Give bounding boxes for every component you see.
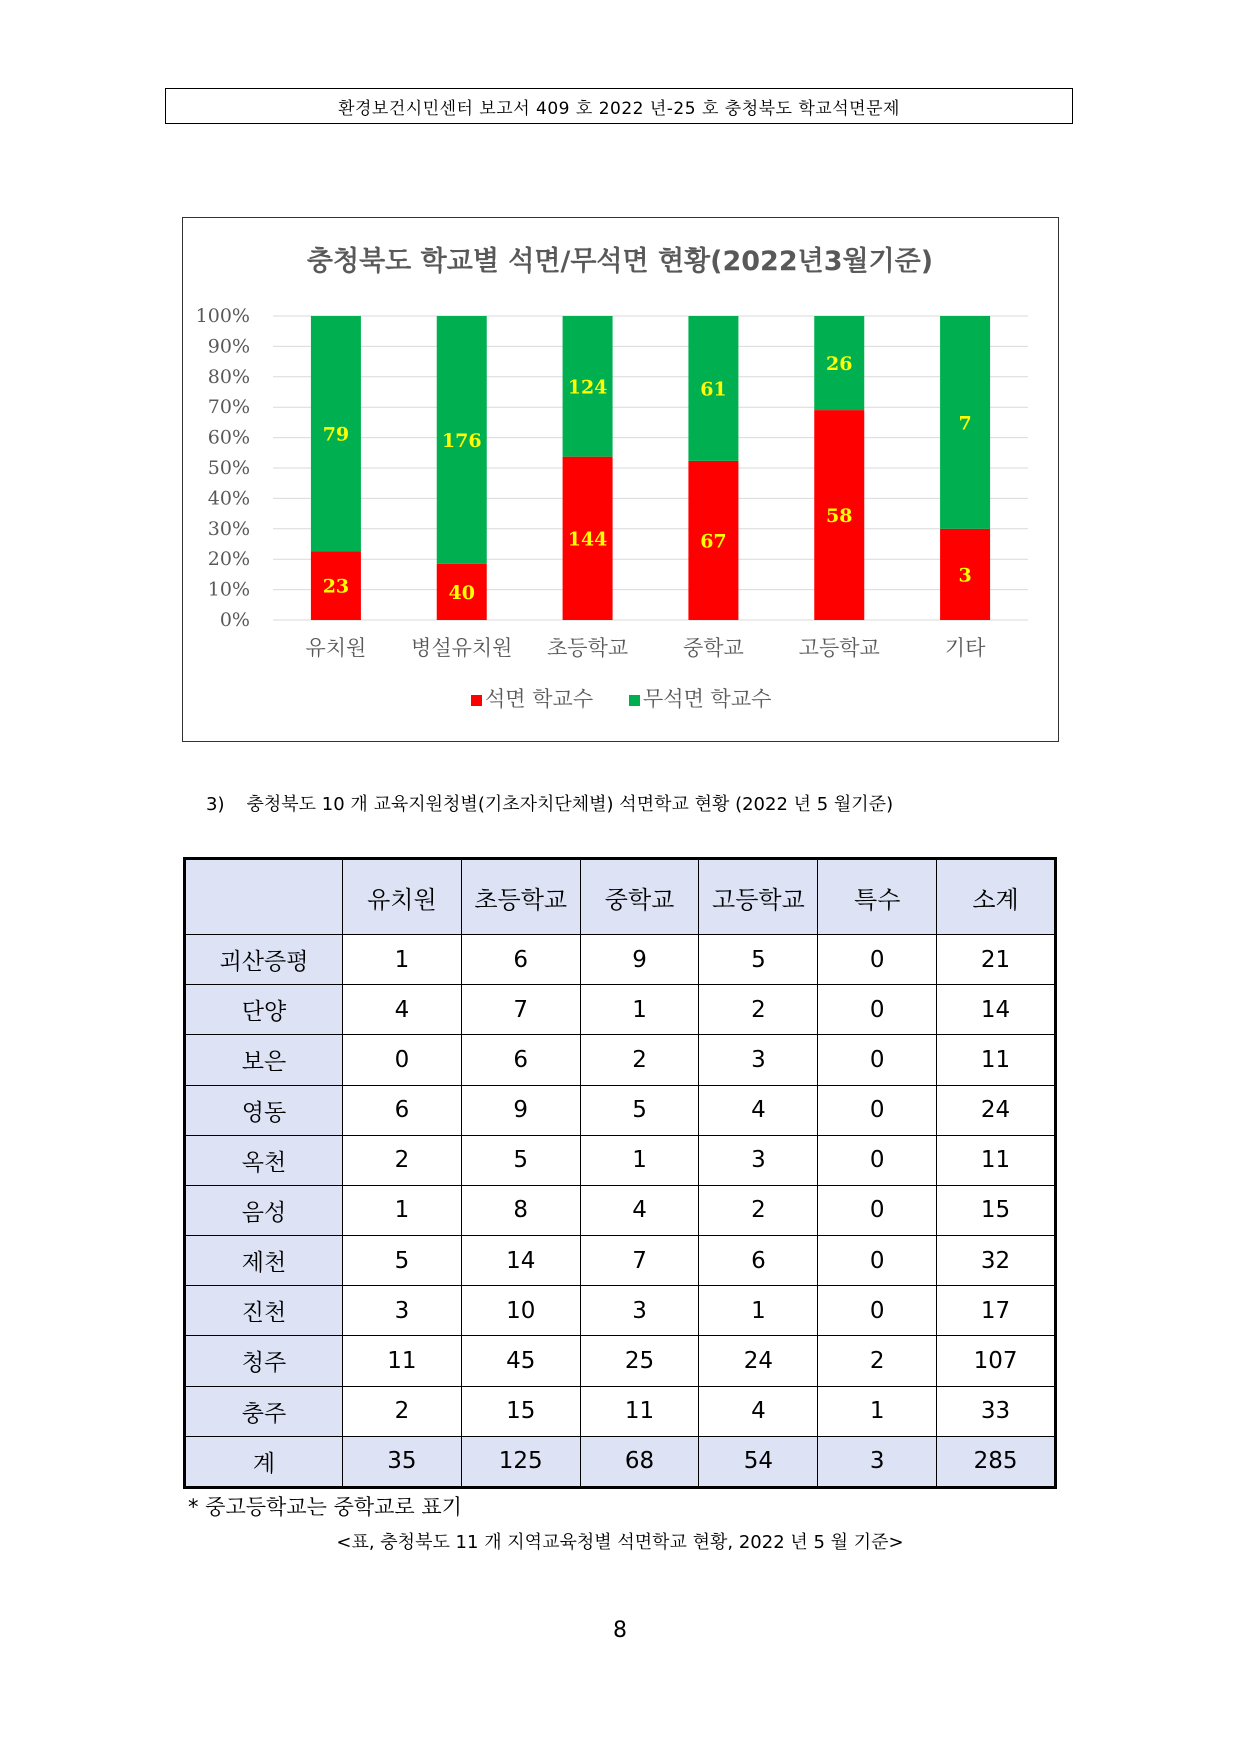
row-label-cell: 보은: [185, 1035, 343, 1085]
table-cell: 35: [343, 1436, 462, 1487]
row-label-cell: 영동: [185, 1085, 343, 1135]
table-cell: 125: [461, 1436, 580, 1487]
row-label-cell: 계: [185, 1436, 343, 1487]
table-row: [185, 1085, 1056, 1135]
table-row: [185, 935, 1056, 985]
table-cell: 3: [699, 1035, 818, 1085]
table-cell: 14: [461, 1236, 580, 1286]
y-tick-label: 20%: [207, 548, 250, 571]
table-cell: 7: [461, 985, 580, 1035]
data-label: 23: [322, 575, 350, 598]
table-cell: 1: [580, 985, 699, 1035]
table-cell: 5: [343, 1236, 462, 1286]
table-cell: 6: [461, 1035, 580, 1085]
header-cell-high: 고등학교: [699, 859, 818, 935]
row-label-cell: 단양: [185, 985, 343, 1035]
data-label: 40: [448, 581, 475, 604]
table-cell: 9: [580, 935, 699, 985]
table-cell: 107: [937, 1336, 1056, 1386]
x-tick-label: 유치원: [305, 636, 367, 660]
table-header-row: [185, 859, 1056, 935]
table-cell: 9: [461, 1085, 580, 1135]
table-cell: 11: [937, 1135, 1056, 1185]
asbestos-chart: [182, 217, 1059, 742]
header-cell-elementary: 초등학교: [461, 859, 580, 935]
data-label: 3: [958, 564, 972, 587]
table-cell: 15: [937, 1185, 1056, 1235]
table-caption: <표, 충청북도 11 개 지역교육청별 석면학교 현황, 2022 년 5 월 기준>: [336, 1532, 904, 1553]
chart-svg: [183, 218, 1057, 740]
table-row: [185, 1386, 1056, 1436]
table-cell: 0: [818, 1035, 937, 1085]
table-cell: 21: [937, 935, 1056, 985]
table-cell: 15: [461, 1386, 580, 1436]
x-tick-label: 초등학교: [547, 636, 629, 660]
table-row: [185, 1035, 1056, 1085]
data-label: 61: [700, 378, 727, 401]
x-tick-label: 중학교: [682, 636, 744, 660]
table-row: [185, 1236, 1056, 1286]
table-cell: 4: [580, 1185, 699, 1235]
table-cell: 1: [343, 935, 462, 985]
row-label-cell: 진천: [185, 1286, 343, 1336]
table-cell: 4: [343, 985, 462, 1035]
table-cell: 32: [937, 1236, 1056, 1286]
table-cell: 2: [343, 1135, 462, 1185]
table-cell: 2: [580, 1035, 699, 1085]
header-cell-middle: 중학교: [580, 859, 699, 935]
row-label-cell: 음성: [185, 1185, 343, 1235]
table-row: [185, 1135, 1056, 1185]
row-label-cell: 옥천: [185, 1135, 343, 1185]
table-cell: 3: [818, 1436, 937, 1487]
table-row: [185, 1286, 1056, 1336]
table-cell: 0: [818, 1236, 937, 1286]
row-label-cell: 충주: [185, 1386, 343, 1436]
header-cell-kindergarten: 유치원: [343, 859, 462, 935]
data-label: 124: [567, 376, 608, 399]
table-cell: 5: [580, 1085, 699, 1135]
table-cell: 1: [580, 1135, 699, 1185]
table-cell: 3: [580, 1286, 699, 1336]
table-cell: 68: [580, 1436, 699, 1487]
chart-title: 충청북도 학교별 석면/무석면 현황(2022년3월기준): [306, 246, 934, 277]
y-tick-label: 60%: [207, 426, 250, 449]
table-cell: 11: [343, 1336, 462, 1386]
footnote: * 중고등학교는 중학교로 표기: [188, 1495, 462, 1519]
table-cell: 14: [937, 985, 1056, 1035]
table-cell: 25: [580, 1336, 699, 1386]
table-cell: 0: [818, 985, 937, 1035]
table-cell: 24: [937, 1085, 1056, 1135]
table-cell: 4: [699, 1085, 818, 1135]
table-cell: 45: [461, 1336, 580, 1386]
table-cell: 1: [818, 1386, 937, 1436]
report-header: [165, 88, 1073, 124]
y-tick-label: 80%: [207, 365, 250, 388]
table-cell: 33: [937, 1386, 1056, 1436]
y-tick-label: 90%: [207, 335, 250, 358]
table-cell: 11: [937, 1035, 1056, 1085]
table-cell: 0: [818, 935, 937, 985]
table-row: [185, 1336, 1056, 1386]
x-tick-label: 병설유치원: [411, 636, 513, 660]
region-table: [183, 857, 1057, 1489]
y-tick-label: 0%: [219, 609, 250, 631]
table-cell: 6: [343, 1085, 462, 1135]
y-tick-label: 100%: [195, 305, 250, 327]
y-tick-label: 50%: [207, 457, 250, 479]
table-cell: 0: [818, 1085, 937, 1135]
y-tick-label: 30%: [207, 517, 250, 540]
table-row: [185, 985, 1056, 1035]
data-label: 67: [700, 530, 727, 553]
table-row: [185, 1185, 1056, 1235]
data-label: 144: [567, 528, 608, 551]
legend-label: 석면 학교수: [485, 687, 594, 711]
table-body: [185, 935, 1056, 1488]
x-tick-label: 고등학교: [798, 636, 880, 660]
table-cell: 6: [461, 935, 580, 985]
table-cell: 2: [343, 1386, 462, 1436]
row-label-cell: 청주: [185, 1336, 343, 1386]
table-total-row: [185, 1436, 1056, 1487]
data-label: 58: [826, 505, 853, 528]
table-cell: 17: [937, 1286, 1056, 1336]
section-number: 3): [206, 794, 225, 815]
table-cell: 8: [461, 1185, 580, 1235]
legend-swatch: [629, 695, 640, 706]
row-label-cell: 제천: [185, 1236, 343, 1286]
table-cell: 11: [580, 1386, 699, 1436]
legend-swatch: [471, 695, 482, 706]
table-cell: 0: [343, 1035, 462, 1085]
table-cell: 3: [699, 1135, 818, 1185]
table-cell: 6: [699, 1236, 818, 1286]
table-cell: 1: [699, 1286, 818, 1336]
table-cell: 2: [699, 985, 818, 1035]
table-cell: 2: [818, 1336, 937, 1386]
section-caption: [206, 790, 893, 816]
table-cell: 54: [699, 1436, 818, 1487]
page-number: 8: [613, 1618, 627, 1643]
data-label: 7: [958, 412, 972, 435]
section-caption-text: 충청북도 10 개 교육지원청별(기초자치단체별) 석면학교 현황 (2022 년 5 월기준): [246, 794, 894, 815]
table-cell: 5: [699, 935, 818, 985]
report-header-text: 환경보건시민센터 보고서 409 호 2022 년-25 호 충청북도 학교석면문제: [338, 98, 900, 119]
y-tick-label: 40%: [207, 487, 250, 510]
table-cell: 1: [343, 1185, 462, 1235]
table-cell: 4: [699, 1386, 818, 1436]
table-cell: 24: [699, 1336, 818, 1386]
data-label: 79: [322, 423, 350, 446]
table-cell: 0: [818, 1185, 937, 1235]
table-cell: 0: [818, 1286, 937, 1336]
table-cell: 5: [461, 1135, 580, 1185]
data-label: 176: [441, 429, 482, 452]
header-cell-special: 특수: [818, 859, 937, 935]
table-cell: 10: [461, 1286, 580, 1336]
header-cell-blank: [185, 859, 343, 935]
legend-label: 무석면 학교수: [643, 687, 772, 711]
table-cell: 2: [699, 1185, 818, 1235]
row-label-cell: 괴산증평: [185, 935, 343, 985]
table-cell: 3: [343, 1286, 462, 1336]
table-cell: 285: [937, 1436, 1056, 1487]
x-tick-label: 기타: [944, 636, 986, 660]
table-cell: 7: [580, 1236, 699, 1286]
y-tick-label: 70%: [207, 396, 250, 419]
data-label: 26: [826, 353, 853, 376]
y-tick-label: 10%: [207, 578, 250, 601]
header-cell-subtotal: 소계: [937, 859, 1056, 935]
table-cell: 0: [818, 1135, 937, 1185]
